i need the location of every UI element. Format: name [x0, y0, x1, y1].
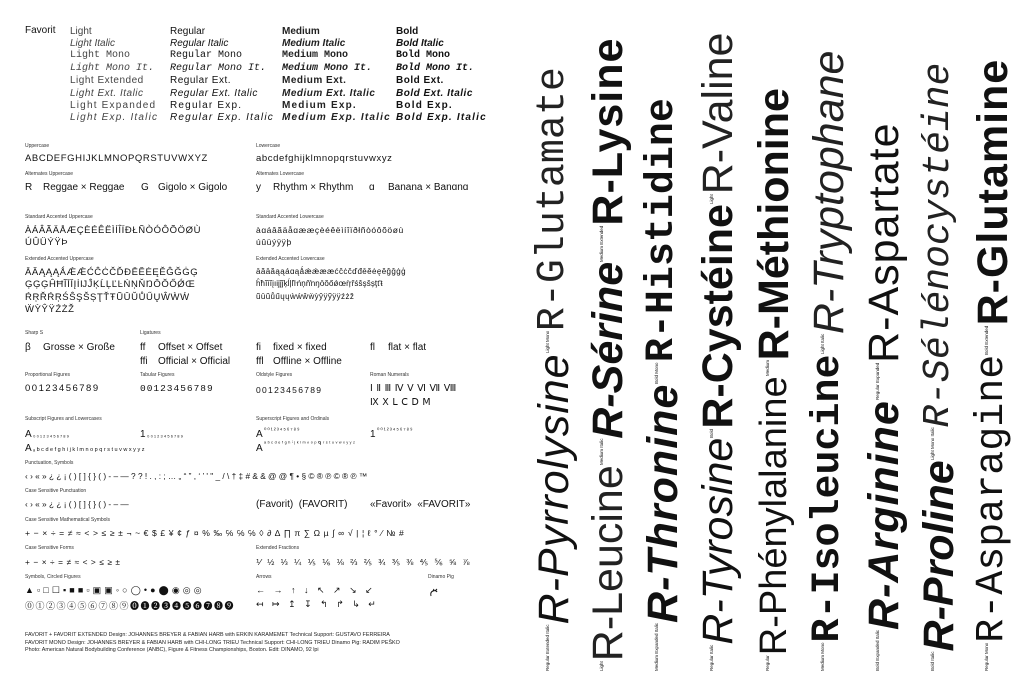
specimen-word: R-Isoleucine: [806, 354, 851, 643]
specimen-column: [581, 16, 635, 671]
style-name: Light Exp. Italic: [70, 112, 159, 124]
subscript-base: A: [25, 443, 32, 454]
subscript-lowercase: ₐ b c d e f g h i j k l m n o p q r s t u v w x y y z: [33, 447, 145, 453]
style-label: Regular Expanded: [875, 362, 880, 401]
alt-glyph: ɑ: [369, 182, 375, 193]
case-punctuation-example: (Favorit) (FAVORIT): [256, 499, 348, 510]
ligature-example: flat × flat: [388, 342, 427, 353]
ligature-glyph: fl: [370, 342, 375, 353]
style-label: Medium Expanded Italic: [654, 622, 659, 671]
alt-example: Reggae × Reggae: [43, 182, 125, 193]
accent-line: ĥħĩīĭįıĳĵĵķĺļľŀńņňŉŋōŏőǿœŕŗřśŝşšșţťŧ: [256, 279, 383, 288]
section-label: Arrows: [256, 574, 272, 580]
style-label: Light: [599, 661, 604, 671]
alt-glyph: G: [141, 182, 149, 193]
arrows-row: ← → ↑ ↓ ↖ ↗ ↘ ↙: [256, 585, 376, 595]
figures-sample: 00123456789: [140, 383, 214, 394]
pig-glyph-icon: [429, 585, 439, 603]
alt-glyph: y: [256, 182, 261, 193]
style-name: Light Mono It.: [70, 62, 155, 74]
superscript-base: A: [256, 429, 263, 440]
section-label: Case Sensitive Mathematical Symbols: [25, 517, 111, 523]
accent-line: ũūŭůűųųẁẃŵẅỳŷÿỹÿÿźżž: [256, 292, 355, 301]
subscript-figures: ₀₀₁₂₃₄₅₆₇₈₉: [147, 433, 184, 439]
sharp-s-glyph: β: [25, 342, 31, 353]
credit-line: FAVORIT + FAVORIT EXTENDED Design: JOHANNES BREYER & FABIAN HARB with ERKIN KARAMEMET Technical Support: GUSTAVO FERREIRA: [25, 632, 390, 638]
style-row: [70, 99, 496, 111]
style-name: Light Mono: [70, 50, 131, 62]
style-name: Medium Ext. Italic: [282, 87, 376, 99]
specimen-column: [527, 16, 581, 671]
style-name: Bold Exp.: [396, 100, 453, 112]
case-forms-sample: + − × ÷ = ≠ ≈ < > ≤ ≥ ±: [25, 557, 121, 567]
section-label: Roman Numerals: [370, 372, 409, 378]
style-name: Regular Ext.: [170, 75, 232, 87]
alt-example: Gigolo × Gigolo: [158, 182, 228, 193]
section-label: Tabular Figures: [140, 372, 175, 378]
style-label: Light Mono Italic: [930, 427, 935, 461]
section-label: Alternates Uppercase: [25, 171, 74, 177]
specimen-column: [912, 16, 966, 671]
specimen-word: R-Lysine: [584, 37, 632, 226]
style-name: Medium Ext.: [282, 75, 347, 87]
style-name: Medium: [282, 25, 320, 37]
specimen-word: R-Arginine: [860, 400, 908, 630]
section-label: Standard Accented Uppercase: [25, 214, 93, 220]
family-name: Favorit: [25, 25, 56, 36]
accent-line: àɑáâãäåɑææçèéêëìíîïðłñòóôõöøù: [256, 225, 404, 235]
specimen-word: R-Glutamate: [531, 67, 576, 332]
ligature-example: Official × Official: [158, 356, 231, 367]
styles-table: [70, 25, 496, 124]
ligature-example: Offline × Offline: [273, 356, 342, 367]
specimen-word: R-Asparagine: [970, 354, 1015, 643]
superscript-figures: ⁰⁰¹²³⁴⁵⁶⁷⁸⁹: [264, 428, 301, 434]
section-label: Extended Accented Uppercase: [25, 256, 94, 262]
specimen-word: R-Valine: [694, 32, 742, 195]
style-name: Regular Mono It.: [170, 62, 267, 74]
style-name: Bold Mono: [396, 50, 451, 62]
style-name: Bold Ext.: [396, 75, 444, 87]
section-label: Case Sensitive Punctuation: [25, 488, 87, 494]
accent-line: ĢĢĢĤĦĨĪĬĮİĲĴĶĹĻĽĿŃŅŇŊŌŎŐǾŒ: [25, 279, 196, 290]
style-name: Bold Ext. Italic: [396, 87, 473, 99]
specimen-column: [747, 16, 801, 671]
accent-line: ÚÛÜÝŸÞ: [25, 237, 69, 248]
specimen-word: R-Leucine: [584, 465, 632, 662]
style-label: Bold Italic: [930, 651, 935, 671]
accent-line: úûüýÿÿþ: [256, 237, 292, 247]
case-punctuation-sample: ‹ › « » ¿ ¿ ¡ ( ) [ ] { } ( ) - – —: [25, 499, 129, 509]
style-row: [70, 87, 496, 99]
alt-example: Rhythm × Rhythm: [273, 182, 354, 193]
specimen-word: R-Méthionine: [750, 88, 798, 361]
ligature-glyph: fi: [256, 342, 261, 353]
arrows-row: ↤ ↦ ↥ ↧ ↰ ↱ ↳ ↵: [256, 599, 379, 609]
alt-example: Banana × Banɑnɑ: [388, 182, 469, 193]
specimen-column: [691, 16, 745, 671]
style-label: Bold Mono: [654, 362, 659, 384]
superscript-base: A: [256, 443, 263, 454]
style-name: Regular Exp. Italic: [170, 112, 274, 124]
specimen-word: R-Pyrrolysine: [530, 353, 578, 625]
style-name: Medium Exp.: [282, 100, 357, 112]
style-name: Bold Mono It.: [396, 62, 475, 74]
credits: [25, 632, 400, 655]
superscript-base: 1: [370, 429, 376, 440]
style-row: [70, 112, 496, 124]
ligature-example: Offset × Offset: [158, 342, 223, 353]
style-label: Light Mono: [545, 331, 550, 354]
style-name: Bold: [396, 25, 419, 37]
specimen-word: R-Tyrosine: [694, 437, 742, 645]
style-name: Bold Italic: [396, 38, 444, 50]
section-label: Dinamo Pig: [428, 574, 454, 580]
style-label: Regular Mono: [984, 642, 989, 671]
specimen-word: R-Aspartate: [860, 122, 908, 363]
style-name: Regular Mono: [170, 50, 243, 62]
accent-line: ÀÁÂÃÄÅÆÇÈÉÊËÌÍÎÏĐŁÑÒÓÔÕÖØÙ: [25, 225, 202, 236]
specimen-column: [636, 16, 690, 671]
style-name: Medium Mono It.: [282, 62, 373, 74]
roman-numerals: Ⅰ Ⅱ Ⅲ Ⅳ Ⅴ Ⅵ Ⅶ Ⅷ: [370, 384, 457, 394]
specimen-word: R-Phénylalanine: [753, 376, 795, 656]
accent-line: āăāăąąáɑąǻǽǽææćĉċčďđēĕėęěĝğġģ: [256, 267, 406, 276]
specimen-word: R-Sélénocystéine: [917, 62, 960, 428]
subscript-figures: ₀₀₁₂₃₄₅₆₇₈₉: [33, 433, 70, 439]
style-name: Light Extended: [70, 75, 144, 87]
superscript-figures: ⁰⁰¹²³⁴⁵⁶⁷⁸⁹: [377, 428, 414, 434]
ligature-glyph: ffi: [140, 356, 148, 367]
style-label: Regular: [765, 655, 770, 671]
style-name: Medium Italic: [282, 38, 346, 50]
style-name: Light Expanded: [70, 100, 157, 112]
circled-figures-row: ⓪ ① ② ③ ④ ⑤ ⑥ ⑦ ⑧ ⑨ ⓿ ❶ ❷ ❸ ❹ ❺ ❻ ❼ ❽ ❾: [25, 601, 234, 611]
style-row: [70, 50, 496, 62]
style-name: Regular: [170, 25, 206, 37]
case-punctuation-example: «Favorit» «FAVORIT»: [370, 499, 471, 510]
section-label: Extended Fractions: [256, 545, 300, 551]
style-name: Regular Italic: [170, 38, 229, 50]
specimen-word: R-Sérine: [584, 261, 632, 439]
section-label: Ligatures: [140, 330, 161, 336]
sharp-s-example: Grosse × Große: [43, 342, 115, 353]
style-row: [70, 37, 496, 49]
accent-line: ĀĂĄĄĄǺǼǼĆĈĊČĎĐĒĔĖĘĚĜĞĠĢ: [25, 267, 199, 278]
style-name: Regular Ext. Italic: [170, 87, 258, 99]
subscript-base: 1: [140, 429, 146, 440]
specimen-word: R-Histidine: [640, 98, 685, 363]
ligature-glyph: ff: [140, 342, 146, 353]
uppercase-sample: ABCDEFGHIJKLMNOPQRSTUVWXYZ: [25, 153, 208, 164]
style-row: [70, 62, 496, 74]
section-label: Lowercase: [256, 143, 281, 149]
section-label: Standard Accented Lowercase: [256, 214, 324, 220]
section-label: Sharp S: [25, 330, 44, 336]
section-label: Extended Accented Lowercase: [256, 256, 325, 262]
superscript-lowercase: ᵃ ᵇ ᶜ ᵈ ᵉ ᶠ ᵍ ʰ ⁱ ʲ ᵏ ˡ ᵐ ⁿ ᵒ ᵖ ᑫ ʳ ˢ ᵗ ᵘ ᵛ ʷ ˣ ʸ ʸ ᶻ: [264, 441, 355, 447]
figures-sample: 00123456789: [25, 383, 100, 394]
specimen-word: R-Tryptophane: [805, 50, 853, 335]
style-name: Light Ext. Italic: [70, 87, 144, 99]
specimen-word: R-Proline: [915, 460, 963, 652]
section-label: Subscript Figures and Lowercases: [25, 416, 102, 422]
style-label: Medium Mono: [820, 642, 825, 671]
ligature-glyph: ffl: [256, 356, 264, 367]
figures-sample: 00123456789: [256, 385, 323, 395]
section-label: Oldstyle Figures: [256, 372, 293, 378]
roman-numerals: Ⅸ Ⅹ Ⅼ Ⅽ Ⅾ Ⅿ: [370, 398, 432, 408]
punctuation-sample: ‹ › « » ¿ ¿ ¡ ( ) [ ] { } ( ) - – — ? ? ! . , : ; … „ “ ” , ‘ ’ ' " _ / \ † ‡ # & & @ @ ¶ • § © ® ℗ © ® ℗ ™: [25, 471, 368, 481]
style-row: [70, 75, 496, 87]
style-name: Regular Exp.: [170, 100, 243, 112]
style-name: Bold Exp. Italic: [396, 112, 487, 124]
style-name: Light: [70, 25, 92, 37]
specimen-word: R-Cystéine: [694, 204, 742, 429]
section-label: Punctuation, Symbols: [25, 460, 74, 466]
style-label: Bold Expanded Italic: [875, 629, 880, 671]
style-name: Medium Exp. Italic: [282, 112, 391, 124]
specimen-column: [857, 16, 911, 671]
section-label: Case Sensitive Forms: [25, 545, 74, 551]
section-label: Superscript Figures and Ordinals: [256, 416, 330, 422]
style-label: Light: [709, 194, 714, 205]
style-label: Medium Extended: [599, 225, 604, 262]
style-name: Light Italic: [70, 38, 116, 50]
credit-line: Photo: American Natural Bodybuilding Conference (ANBC), Figure & Fitness Championships, Boston. Edit: DINAMO, 92 lpi: [25, 647, 319, 653]
specimen-word: R-Thronine: [639, 383, 687, 623]
accent-line: ŔŖŘŔŖŚŜŞŠȘŢŤŦŨŪŬŮŰŲŴẀẂ: [25, 292, 190, 303]
style-label: Bold: [709, 428, 714, 438]
section-label: Proportional Figures: [25, 372, 71, 378]
style-row: [70, 25, 496, 37]
symbols-row: ▲ ▫ □ ☐ ▪ ■ ■ ▫ ▣ ▣ ◦ ○ ◯ • ● ⬤ ◉ ◎ ◎: [25, 585, 202, 595]
accent-line: ẄỲŶŸŹŻŽ: [25, 304, 75, 315]
alt-glyph: R: [25, 182, 33, 193]
section-label: Symbols, Circled Figures: [25, 574, 81, 580]
specimen-column: [966, 16, 1020, 671]
lowercase-sample: abcdefghijklmnopqrstuvwxyz: [256, 153, 393, 164]
style-label: Medium Italic: [599, 438, 604, 466]
style-label: Regular Italic: [709, 644, 714, 671]
style-label: Light Italic: [820, 334, 825, 355]
subscript-base: A: [25, 429, 32, 440]
style-label: Regular Extended Italic: [545, 624, 550, 671]
specimen-column: [802, 16, 856, 671]
math-symbols-sample: + − × ÷ = ≠ ≈ < > ≤ ≥ ± ¬ ~ € $ £ ¥ ¢ ƒ ¤ % ‰ ℅ ℅ ℅ ◊ ∂ ∆ ∏ π ∑ Ω µ ∫ ∞ √ | ¦ ℓ ° ⁄ № #: [25, 528, 405, 538]
section-label: Uppercase: [25, 143, 50, 149]
fractions-sample: ⅟ ½ ⅓ ¼ ⅕ ⅙ ⅛ ⅔ ⅖ ¾ ⅗ ⅜ ⅘ ⅚ ⅝ ⅞: [256, 557, 472, 567]
style-label: Bold Extended: [984, 325, 989, 355]
ligature-example: fixed × fixed: [273, 342, 327, 353]
section-label: Alternates Lowercase: [256, 171, 305, 177]
credit-line: FAVORIT MONO Design: JOHANNES BREYER & FABIAN HARB with CHI-LONG TRIEU Technical Support: CHI-LONG TRIEU Dinamo Pig: RADIM PEŠKO: [25, 639, 400, 646]
style-label: Medium: [765, 360, 770, 377]
style-name: Medium Mono: [282, 50, 349, 62]
specimen-word: R-Glutamine: [969, 58, 1017, 326]
